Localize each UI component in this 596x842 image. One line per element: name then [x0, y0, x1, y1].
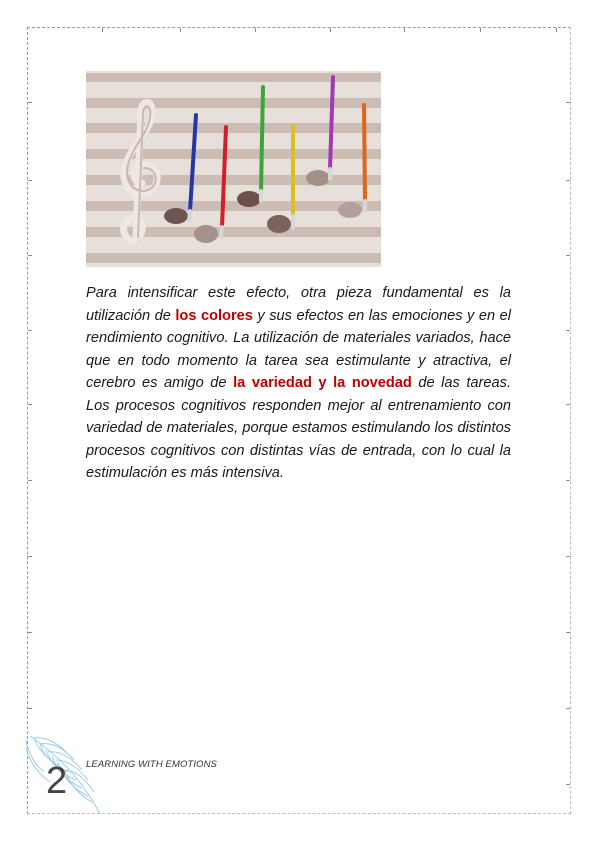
margin-tick [28, 255, 32, 256]
margin-tick [566, 255, 570, 256]
margin-tick [566, 556, 570, 557]
margin-tick [28, 480, 32, 481]
margin-tick [556, 28, 557, 32]
margin-tick [566, 180, 570, 181]
margin-tick [404, 28, 405, 32]
body-paragraph [86, 282, 511, 485]
page-frame-left [27, 27, 28, 814]
margin-tick [180, 28, 181, 32]
paragraph-part-2: y sus efectos en las emociones y en el rendimiento cognitivo. La utilización de materiales variados, hace que en todo momento la tarea sea estimulante y atractiva, el cerebro es amigo de [86, 307, 511, 391]
page-frame-top [27, 27, 571, 28]
margin-tick [566, 102, 570, 103]
sand-music-photo [86, 71, 381, 267]
page-frame-right [570, 27, 571, 814]
margin-tick [566, 632, 570, 633]
paragraph-part-3: de las tareas. Los procesos cognitivos responden mejor al entrenamiento con variedad de materiales, porque estamos estimulando los distintos procesos cognitivos con distintas vías de entrada, con lo cual la estimulación es más intensiva. [86, 375, 511, 481]
margin-tick [28, 180, 32, 181]
margin-tick [28, 404, 32, 405]
margin-tick [566, 404, 570, 405]
margin-tick [28, 708, 32, 709]
margin-tick [566, 784, 570, 785]
margin-tick [255, 28, 256, 32]
margin-tick [566, 708, 570, 709]
margin-tick [330, 28, 331, 32]
margin-tick [28, 330, 32, 331]
page-number: 2 [46, 760, 68, 802]
margin-tick [28, 632, 32, 633]
margin-tick [28, 556, 32, 557]
margin-tick [566, 480, 570, 481]
margin-tick [28, 102, 32, 103]
margin-tick [480, 28, 481, 32]
margin-tick [102, 28, 103, 32]
paragraph-part-1: Para intensificar este efecto, otra pieza fundamental es la utilización de [86, 285, 511, 324]
highlight-colors: los colores [175, 307, 253, 324]
highlight-variety: la variedad y la novedad [233, 375, 412, 391]
margin-tick [566, 330, 570, 331]
footer-title: LEARNING WITH EMOTIONS [86, 759, 217, 770]
